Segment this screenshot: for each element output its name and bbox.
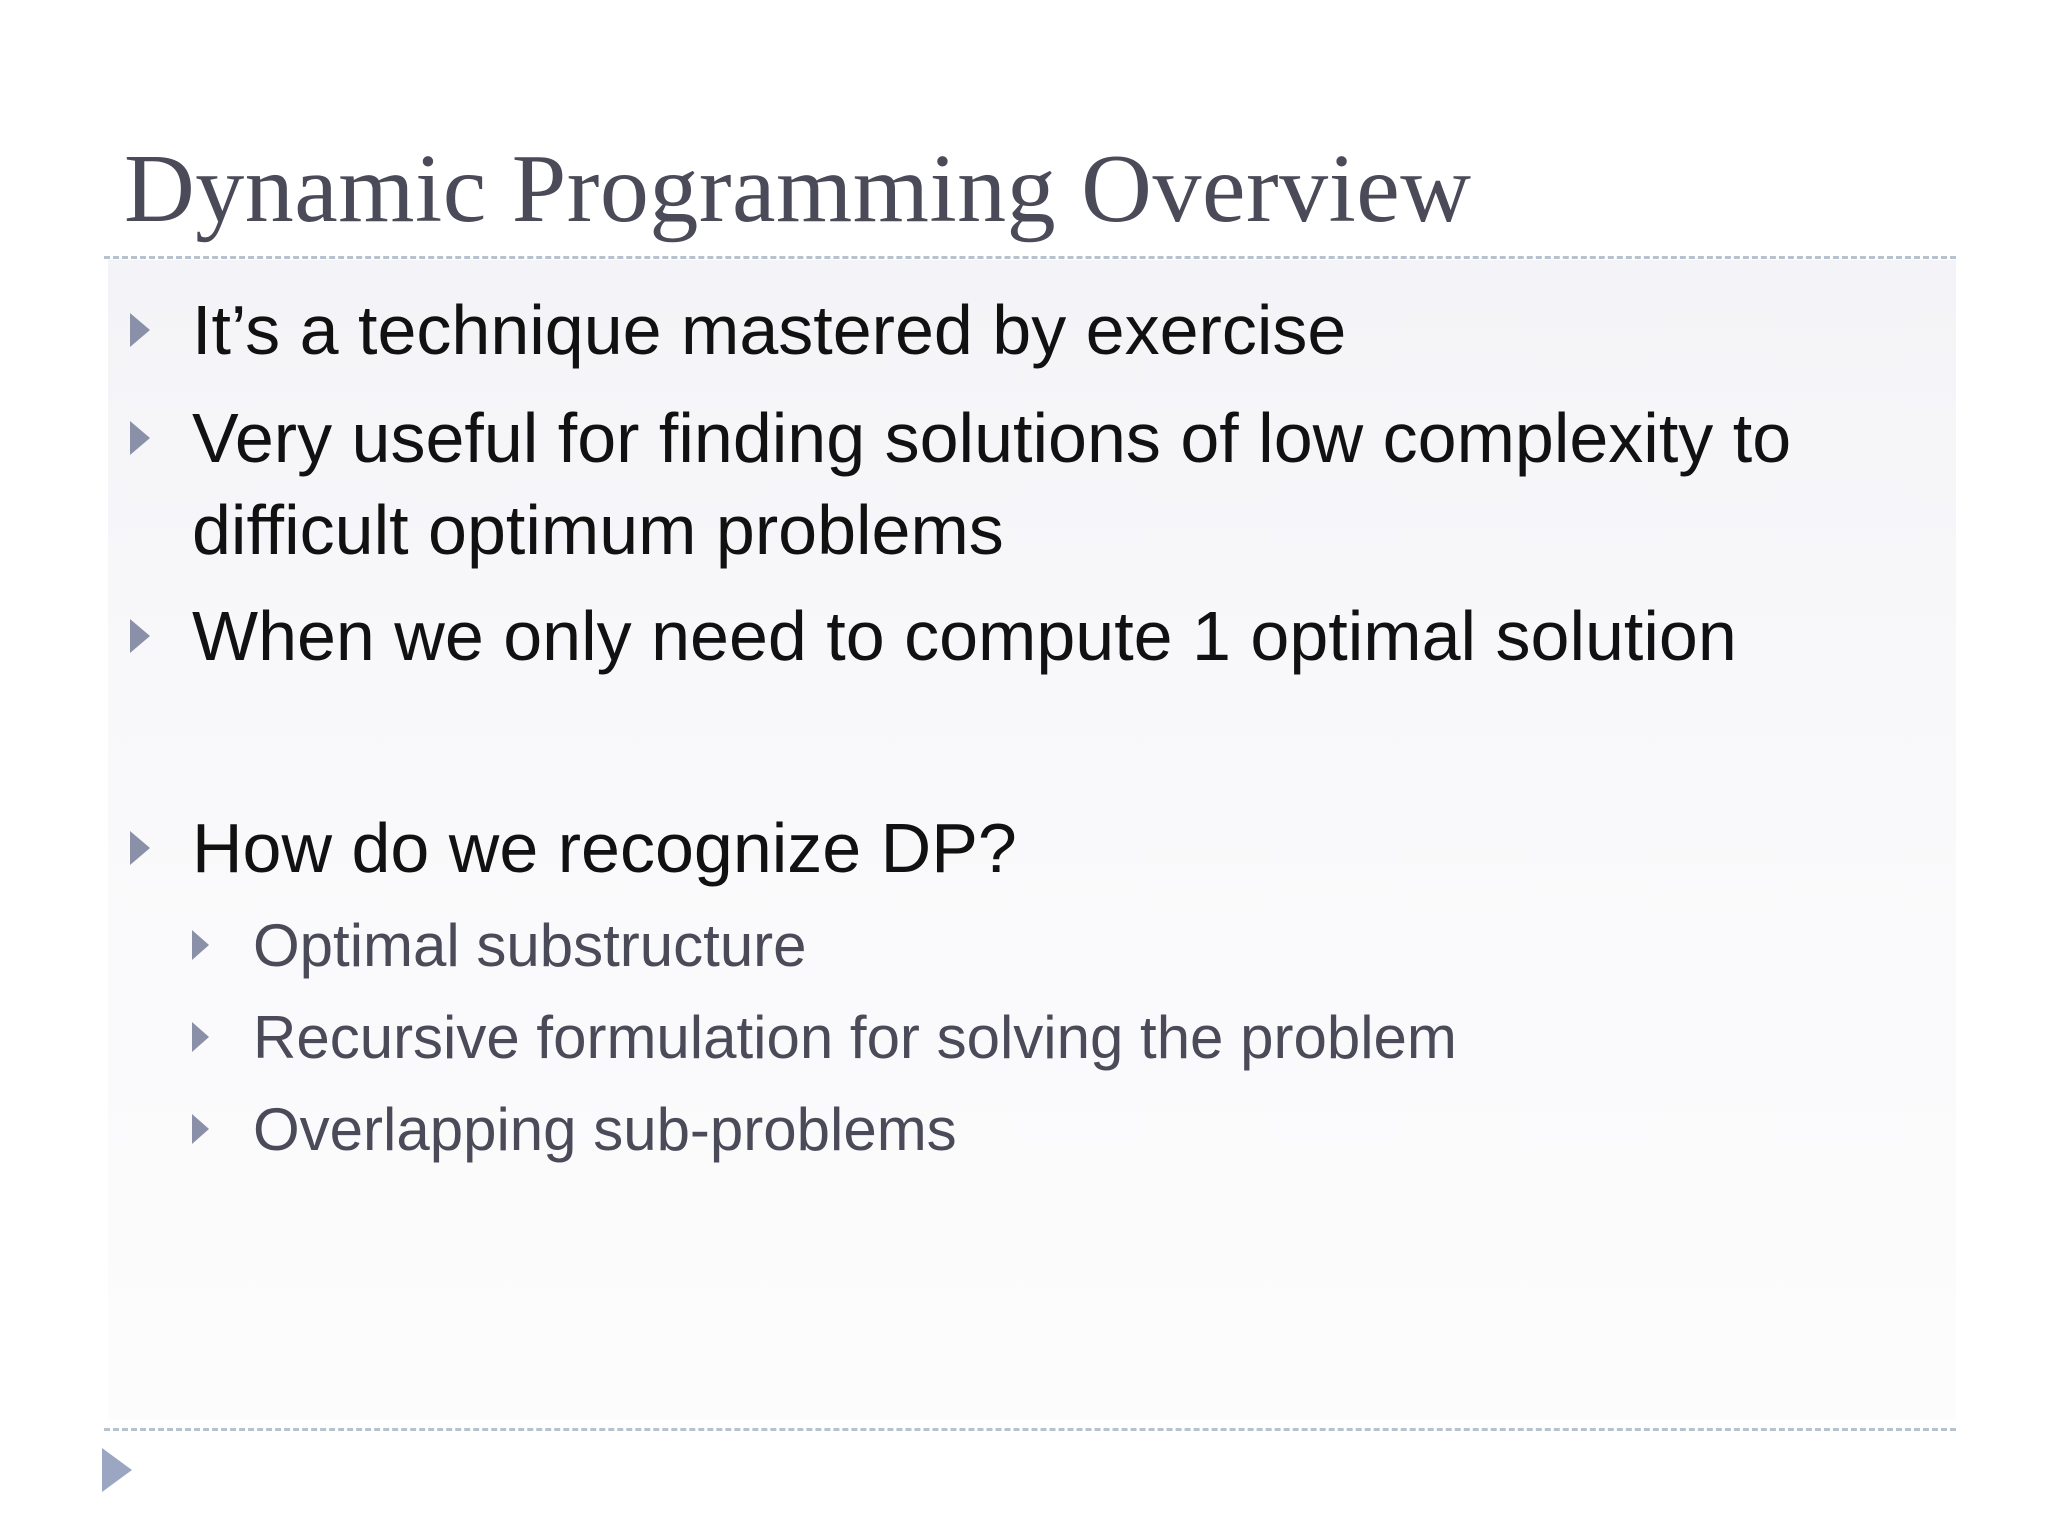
- sub-bullet-triangle-icon: [192, 930, 209, 960]
- slide-title: Dynamic Programming Overview: [124, 135, 1472, 243]
- sub-bullet-text: Recursive formulation for solving the problem: [253, 1004, 1457, 1071]
- bullet-text: How do we recognize DP?: [192, 809, 1017, 887]
- next-slide-icon[interactable]: [102, 1448, 132, 1492]
- bullet-text: Very useful for finding solutions of low complexity to difficult optimum problems: [192, 399, 1792, 569]
- sub-bullet-text: Optimal substructure: [253, 912, 807, 979]
- sub-bullet-triangle-icon: [192, 1114, 209, 1144]
- sub-bullet-text: Overlapping sub-problems: [253, 1096, 957, 1163]
- bullet-item: [130, 802, 1930, 894]
- bullet-triangle-icon: [130, 421, 150, 455]
- sub-bullet-triangle-icon: [192, 1022, 209, 1052]
- footer-divider: [104, 1428, 1956, 1431]
- bullet-text: When we only need to compute 1 optimal solution: [192, 597, 1737, 675]
- bullet-text: It’s a technique mastered by exercise: [192, 291, 1347, 369]
- bullet-triangle-icon: [130, 619, 150, 653]
- sub-bullet-item: [192, 906, 1892, 986]
- bullet-triangle-icon: [130, 313, 150, 347]
- bullet-item: [130, 392, 1930, 576]
- sub-bullet-item: [192, 1090, 1892, 1170]
- bullet-item: [130, 590, 1930, 682]
- sub-bullet-item: [192, 998, 1892, 1078]
- bullet-item: [130, 284, 1930, 376]
- bullet-triangle-icon: [130, 831, 150, 865]
